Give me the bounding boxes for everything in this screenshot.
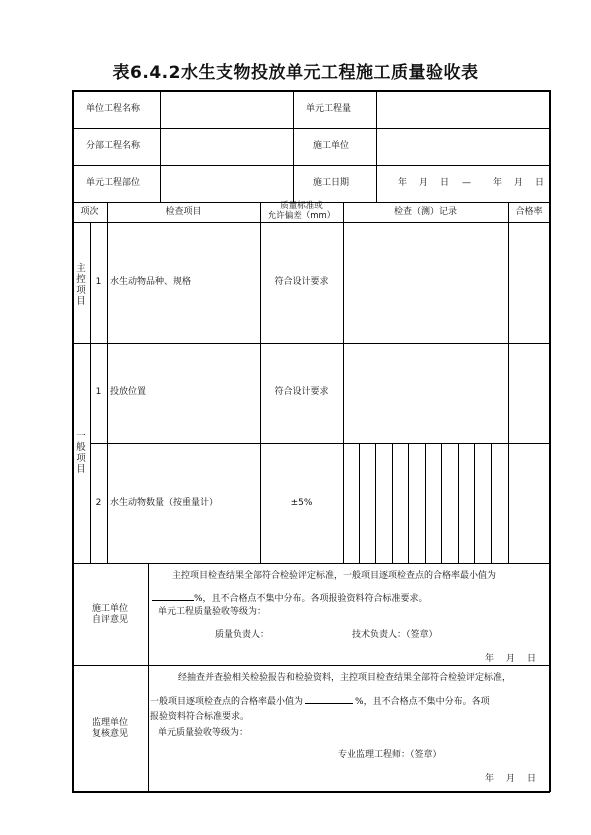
general-row1-no: 1 <box>95 387 102 397</box>
supervision-line2-text-b: %，且不合格点不集中分布。各项 <box>355 697 490 707</box>
group-general: 一般项目 <box>76 431 86 475</box>
self-eval-tech-person: 技术负责人：（签章） <box>352 630 438 640</box>
element-quantity-label: 单元工程量 <box>306 104 352 114</box>
col-pass-rate: 合格率 <box>515 207 543 217</box>
supervision-text-line2 <box>150 693 490 708</box>
col-standard-line1: 质量标准或 <box>280 201 323 211</box>
col-item-no: 项次 <box>80 207 99 217</box>
supervision-label-line2: 复核意见 <box>91 729 128 739</box>
construction-unit-label: 施工单位 <box>313 141 350 151</box>
self-eval-line2-text: %，且不合格点不集中分布。各项报验资料符合标准要求。 <box>194 594 428 604</box>
self-eval-text-line2 <box>152 590 428 605</box>
supervision-line2-text-a: 一般项目逐项检查点的合格率最小值为 <box>150 697 304 707</box>
unit-project-name-label: 单位工程名称 <box>86 104 141 114</box>
group-main-control: 主控项目 <box>76 263 86 307</box>
supervision-min-rate-blank[interactable] <box>305 693 353 704</box>
date-month-start: 月 <box>419 178 429 188</box>
self-eval-day: 日 <box>527 654 537 664</box>
date-year-start: 年 <box>398 178 408 188</box>
general-row2-no: 2 <box>95 498 102 508</box>
date-year-end: 年 <box>493 178 503 188</box>
col-check-item: 检查项目 <box>165 207 202 217</box>
general-row1-item: 投放位置 <box>110 387 147 397</box>
main-row-item: 水生动物品种、规格 <box>110 277 192 287</box>
self-eval-year: 年 <box>485 654 495 664</box>
self-eval-month: 月 <box>506 654 516 664</box>
division-project-name-label: 分部工程名称 <box>86 141 141 151</box>
date-dash: — <box>462 178 471 188</box>
general-row2-standard: ±5% <box>290 498 313 508</box>
self-eval-text-line3: 单元工程质量验收等级为： <box>158 607 267 617</box>
self-eval-quality-person: 质量负责人： <box>215 630 270 640</box>
date-day-end: 日 <box>535 178 545 188</box>
general-row1-standard: 符合设计要求 <box>274 387 329 397</box>
supervision-day: 日 <box>527 774 537 784</box>
self-eval-min-rate-blank[interactable] <box>152 590 194 601</box>
supervision-text-line3: 报验资料符合标准要求。 <box>150 712 250 722</box>
date-day-start: 日 <box>440 178 450 188</box>
form-title: 表6.4.2水生支物投放单元工程施工质量验收表 <box>112 63 479 83</box>
supervision-engineer: 专业监理工程师：（签章） <box>338 750 442 760</box>
supervision-label-line1: 监理单位 <box>91 718 128 728</box>
main-row-standard: 符合设计要求 <box>274 277 329 287</box>
self-eval-label-line2: 自评意见 <box>91 615 128 625</box>
col-standard-line2: 允许偏差（mm） <box>267 211 336 221</box>
supervision-month: 月 <box>506 774 516 784</box>
supervision-text-line4: 单元质量验收等级为： <box>158 728 249 738</box>
construction-date-label: 施工日期 <box>313 178 350 188</box>
self-eval-label-line1: 施工单位 <box>91 604 128 614</box>
self-eval-text-line1: 主控项目检查结果全部符合检验评定标准，一般项目逐项检查点的合格率最小值为 <box>172 571 497 581</box>
supervision-text-line1: 经抽查并查验相关检验报告和检验资料，主控项目检查结果全部符合检验评定标准， <box>178 673 512 683</box>
col-record: 检查（测）记录 <box>393 207 457 217</box>
main-row-no: 1 <box>95 277 102 287</box>
supervision-year: 年 <box>485 774 495 784</box>
element-part-label: 单元工程部位 <box>86 178 141 188</box>
general-row2-item: 水生动物数量（按重量计） <box>110 498 219 508</box>
date-month-end: 月 <box>514 178 524 188</box>
